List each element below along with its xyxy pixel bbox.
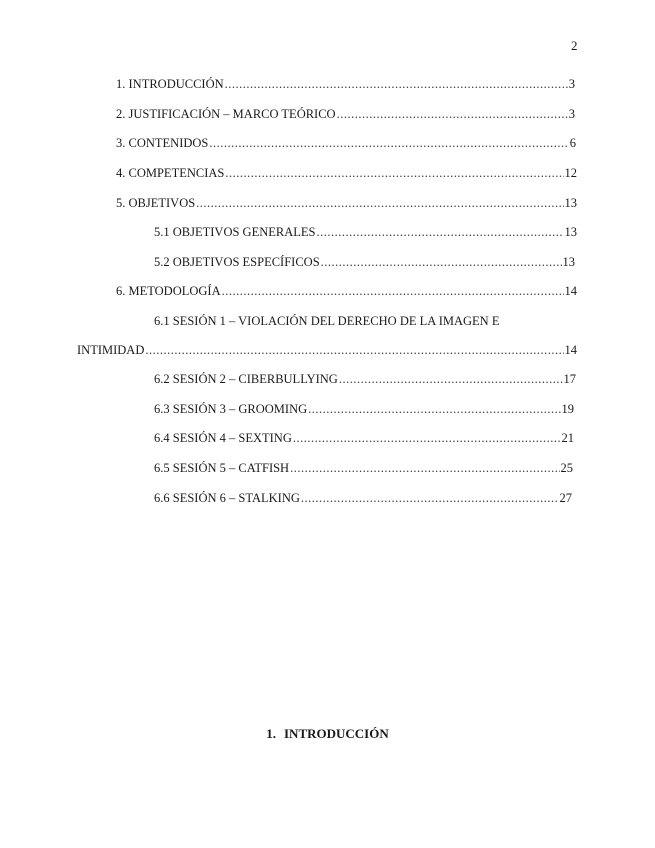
toc-entry-page: 13 bbox=[564, 196, 577, 210]
toc-entry-contenidos[interactable] bbox=[116, 136, 576, 151]
toc-entry-title: 4. COMPETENCIAS bbox=[116, 166, 225, 180]
toc-entry-sesion-2[interactable] bbox=[154, 372, 576, 387]
toc-entry-page: 12 bbox=[564, 166, 577, 180]
toc-leader-dots bbox=[308, 402, 560, 417]
toc-entry-page: 14 bbox=[564, 343, 577, 357]
toc-entry-sesion-6[interactable] bbox=[154, 491, 572, 506]
toc-leader-dots bbox=[222, 284, 564, 299]
toc-leader-dots bbox=[321, 255, 562, 270]
toc-entry-sesion-1[interactable] bbox=[77, 343, 577, 358]
toc-entry-title: 5. OBJETIVOS bbox=[116, 196, 196, 210]
section-heading-title: INTRODUCCIÓN bbox=[284, 726, 389, 741]
toc-entry-page: 3 bbox=[568, 107, 575, 121]
toc-leader-dots bbox=[337, 107, 568, 122]
section-heading-number: 1. bbox=[266, 726, 276, 741]
toc-entry-title: 2. JUSTIFICACIÓN – MARCO TEÓRICO bbox=[116, 107, 336, 121]
toc-entry-sesion-1-line1[interactable]: 6.1 SESIÓN 1 – VIOLACIÓN DEL DERECHO DE LA IMAGEN E bbox=[154, 314, 500, 328]
toc-entry-title: 6.3 SESIÓN 3 – GROOMING bbox=[154, 402, 308, 416]
toc-leader-dots bbox=[225, 166, 563, 181]
toc-entry-title: 6.4 SESIÓN 4 – SEXTING bbox=[154, 431, 292, 445]
toc-entry-title: 6.5 SESIÓN 5 – CATFISH bbox=[154, 461, 290, 475]
toc-entry-objetivos[interactable] bbox=[116, 196, 577, 211]
toc-leader-dots bbox=[290, 461, 559, 476]
toc-entry-title: 1. INTRODUCCIÓN bbox=[116, 77, 224, 91]
toc-entry-justificacion[interactable] bbox=[116, 107, 575, 122]
toc-entry-sesion-4[interactable] bbox=[154, 431, 574, 446]
toc-entry-sesion-5[interactable] bbox=[154, 461, 573, 476]
toc-leader-dots bbox=[293, 431, 561, 446]
toc-entry-title: 6. METODOLOGÍA bbox=[116, 284, 221, 298]
section-heading bbox=[0, 726, 655, 742]
toc-leader-dots bbox=[145, 343, 563, 358]
toc-entry-page: 13 bbox=[564, 225, 577, 239]
toc-leader-dots bbox=[225, 77, 568, 92]
toc-entry-competencias[interactable] bbox=[116, 166, 577, 181]
page-number: 2 bbox=[571, 38, 578, 53]
toc-entry-title: 5.1 OBJETIVOS GENERALES bbox=[154, 225, 316, 239]
toc-entry-title: 6.2 SESIÓN 2 – CIBERBULLYING bbox=[154, 372, 338, 386]
toc-entry-page: 19 bbox=[561, 402, 574, 416]
toc-entry-page: 21 bbox=[561, 431, 574, 445]
toc-entry-title: INTIMIDAD bbox=[77, 343, 145, 357]
toc-entry-title: 5.2 OBJETIVOS ESPECÍFICOS bbox=[154, 255, 320, 269]
toc-entry-objetivos-generales[interactable] bbox=[154, 225, 577, 240]
toc-entry-title: 3. CONTENIDOS bbox=[116, 136, 209, 150]
toc-entry-page: 3 bbox=[568, 77, 575, 91]
toc-entry-metodologia[interactable] bbox=[116, 284, 577, 299]
toc-leader-dots bbox=[301, 491, 559, 506]
toc-entry-page: 13 bbox=[562, 255, 575, 269]
toc-entry-sesion-3[interactable] bbox=[154, 402, 574, 417]
toc-leader-dots bbox=[339, 372, 563, 387]
toc-entry-page: 14 bbox=[564, 284, 577, 298]
toc-leader-dots bbox=[196, 196, 563, 211]
toc-entry-title: 6.6 SESIÓN 6 – STALKING bbox=[154, 491, 300, 505]
toc-entry-page: 17 bbox=[563, 372, 576, 386]
toc-entry-objetivos-especificos[interactable] bbox=[154, 255, 575, 270]
toc-entry-page: 6 bbox=[569, 136, 576, 150]
toc-entry-page: 27 bbox=[559, 491, 572, 505]
toc-entry-introduccion[interactable] bbox=[116, 77, 575, 92]
toc-leader-dots bbox=[316, 225, 563, 240]
toc-entry-page: 25 bbox=[560, 461, 573, 475]
toc-leader-dots bbox=[209, 136, 568, 151]
